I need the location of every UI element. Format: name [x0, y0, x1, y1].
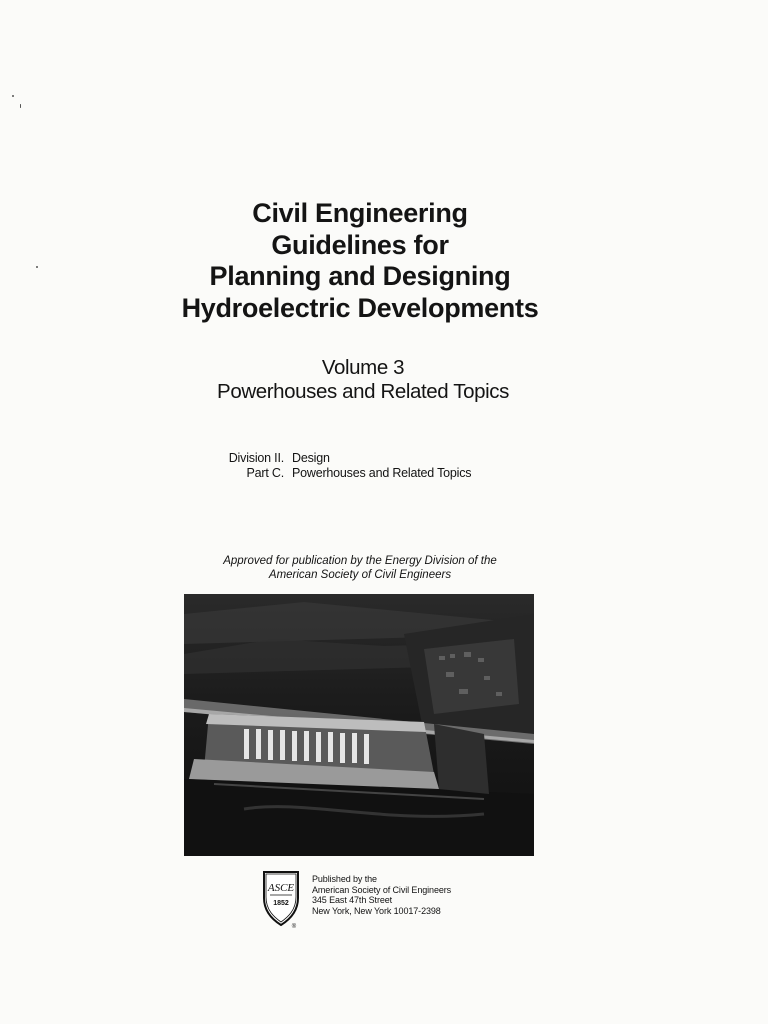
- part-row: [180, 466, 471, 481]
- part-value: Powerhouses and Related Topics: [292, 466, 472, 480]
- asce-logo: [261, 870, 301, 930]
- approval-note: [180, 554, 540, 582]
- logo-text: ASCE: [267, 882, 295, 894]
- volume-number: Volume 3: [321, 356, 405, 379]
- scan-speck: [20, 104, 21, 108]
- asce-shield-icon: [261, 870, 301, 930]
- approval-line-2: American Society of Civil Engineers: [268, 569, 452, 581]
- publisher-info: [312, 874, 451, 916]
- division-value: Design: [292, 451, 330, 465]
- title-line-4: Hydroelectric Developments: [181, 292, 539, 323]
- division-block: [180, 451, 471, 481]
- title-line-2: Guidelines for: [271, 229, 449, 260]
- publisher-line-2: American Society of Civil Engineers: [312, 884, 452, 895]
- logo-year: 1852: [273, 900, 289, 907]
- title-line-3: Planning and Designing: [209, 261, 511, 291]
- publisher-line-3: 345 East 47th Street: [312, 895, 393, 905]
- scan-speck: [12, 95, 14, 97]
- publisher-line-1: Published by the: [312, 874, 377, 884]
- division-key: Division II.: [228, 451, 284, 465]
- scan-speck: [36, 266, 38, 268]
- logo-registered: ®: [291, 924, 297, 930]
- volume-subtitle: Powerhouses and Related Topics: [217, 380, 509, 403]
- book-title: [110, 198, 610, 324]
- part-key: Part C.: [246, 466, 284, 480]
- powerhouse-aerial-photo: [184, 594, 534, 856]
- publisher-line-4: New York, New York 10017-2398: [312, 905, 441, 916]
- volume-heading: [163, 356, 563, 404]
- aerial-photo-image: [184, 594, 534, 856]
- division-row: [180, 451, 471, 466]
- title-line-1: Civil Engineering: [252, 198, 468, 228]
- approval-line-1: Approved for publication by the Energy Division of the: [223, 555, 497, 567]
